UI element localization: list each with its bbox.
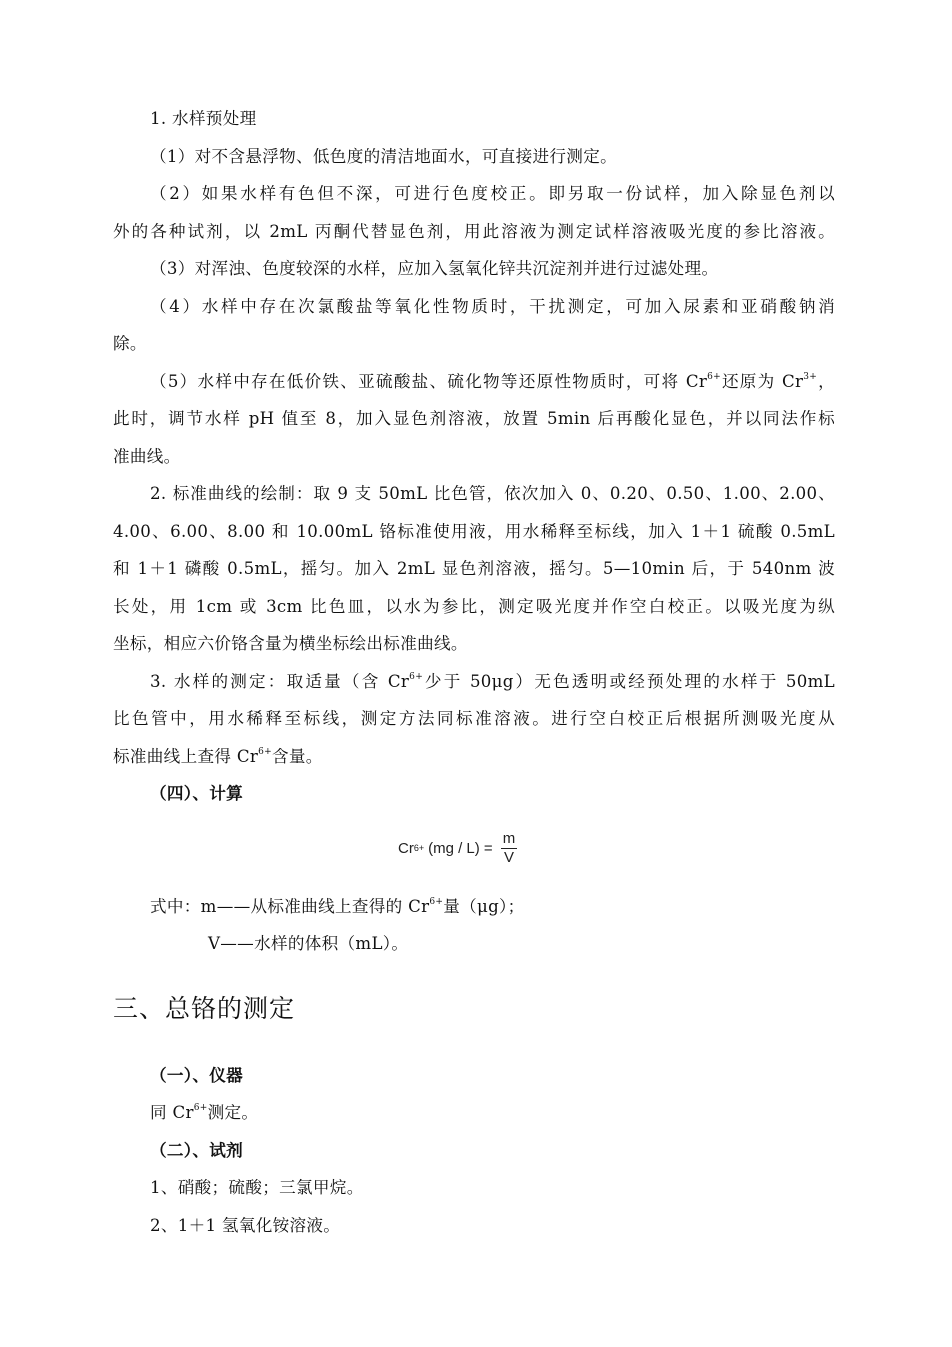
paragraph-line: 2. 标准曲线的绘制：取 9 支 50mL 比色管，依次加入 0、0.20、0.50、1.00、2.00、 bbox=[150, 484, 835, 503]
list-item: 2、1＋1 氢氧化铵溶液。 bbox=[150, 1216, 341, 1235]
paragraph-line: 除。 bbox=[113, 334, 147, 353]
paragraph-line: 准曲线。 bbox=[113, 447, 181, 466]
paragraph-line: 和 1＋1 磷酸 0.5mL，摇匀。加入 2mL 显色剂溶液，摇匀。5—10min 后，于 540nm 波 bbox=[113, 559, 835, 578]
paragraph-line: 同 $Cr^{6+}$测定。 bbox=[150, 1103, 259, 1122]
formula-cr6: Cr 6+ (mg / L) = $\frac{m}{V}$ bbox=[398, 829, 516, 866]
paragraph-line: 此时，调节水样 pH 值至 8，加入显色剂溶液，放置 5min 后再酸化显色，并以同法作标 bbox=[113, 409, 835, 428]
paragraph-line: （4）水样中存在次氯酸盐等氧化性物质时，干扰测定，可加入尿素和亚硝酸钠消 bbox=[150, 297, 835, 316]
paragraph-line: 长处，用 1cm 或 3cm 比色皿，以水为参比，测定吸光度并作空白校正。以吸光度为纵 bbox=[113, 597, 835, 616]
paragraph-line: 4.00、6.00、8.00 和 10.00mL 铬标准使用液，用水稀释至标线，加入 1＋1 硫酸 0.5mL bbox=[113, 522, 835, 541]
subheading-reagents: （二）、试剂 bbox=[150, 1141, 244, 1160]
heading-water-pretreatment: 1. 水样预处理 bbox=[150, 109, 257, 128]
list-item: 1、硝酸；硫酸；三氯甲烷。 bbox=[150, 1178, 364, 1197]
subheading-instruments: （一）、仪器 bbox=[150, 1066, 244, 1085]
subheading-calculation: （四）、计算 bbox=[150, 784, 244, 803]
paragraph-line: 3. 水样的测定：取适量（含 $Cr^{6+}$少于 50μg）无色透明或经预处理的水样于 50mL bbox=[150, 672, 836, 691]
paragraph-line: 外的各种试剂，以 2mL 丙酮代替显色剂，用此溶液为测定试样溶液吸光度的参比溶液。 bbox=[113, 222, 835, 241]
paragraph-line: （5）水样中存在低价铁、亚硫酸盐、硫化物等还原性物质时，可将 $Cr^{6+}$还原为 $Cr^{3+}$， bbox=[150, 372, 835, 391]
paragraph-line: 坐标，相应六价铬含量为横坐标绘出标准曲线。 bbox=[113, 634, 468, 653]
paragraph-line: 式中：m——从标准曲线上查得的 $Cr^{6+}$量（μg）； bbox=[150, 897, 525, 916]
section-heading: 三、总铬的测定 bbox=[113, 994, 296, 1023]
paragraph-line: （2）如果水样有色但不深，可进行色度校正。即另取一份试样，加入除显色剂以 bbox=[150, 184, 835, 203]
paragraph-line: 标准曲线上查得 $Cr^{6+}$含量。 bbox=[113, 747, 323, 766]
paragraph-line: 比色管中，用水稀释至标线，测定方法同标准溶液。进行空白校正后根据所测吸光度从 bbox=[113, 709, 835, 728]
fraction: $\frac{m}{V}$ bbox=[502, 829, 516, 866]
paragraph-line: （3）对浑浊、色度较深的水样，应加入氢氧化锌共沉淀剂并进行过滤处理。 bbox=[150, 259, 719, 278]
paragraph-line: （1）对不含悬浮物、低色度的清洁地面水，可直接进行测定。 bbox=[150, 147, 617, 166]
paragraph-line: V——水样的体积（mL）。 bbox=[208, 934, 409, 953]
